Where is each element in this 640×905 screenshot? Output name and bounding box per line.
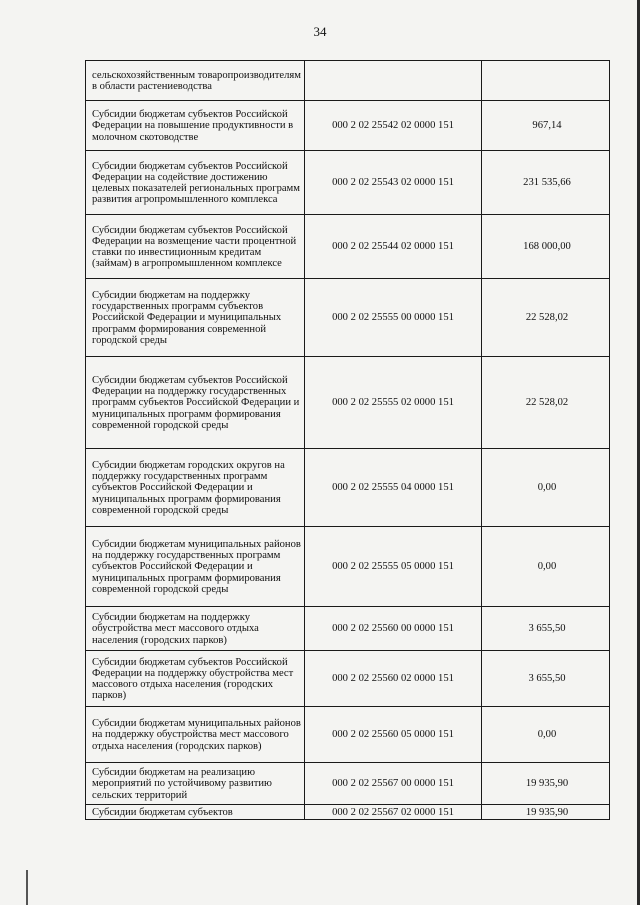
row-name: Субсидии бюджетам субъектов Российской Федерации на повышение продуктивности в молочном скотоводстве (86, 101, 305, 151)
budget-table (85, 60, 610, 820)
table-row (86, 449, 610, 527)
row-sum: 22 528,02 (482, 279, 610, 357)
table-row (86, 805, 610, 820)
row-name: Субсидии бюджетам городских округов на поддержку государственных программ субъектов Российской Федерации и муниципальных программ формирования современной городской среды (86, 449, 305, 527)
table-row (86, 707, 610, 763)
row-code (305, 61, 482, 101)
row-name: Субсидии бюджетам на реализацию мероприятий по устойчивому развитию сельских территорий (86, 763, 305, 805)
row-code: 000 2 02 25555 02 0000 151 (305, 357, 482, 449)
row-sum: 19 935,90 (482, 763, 610, 805)
row-code: 000 2 02 25555 00 0000 151 (305, 279, 482, 357)
row-code: 000 2 02 25544 02 0000 151 (305, 215, 482, 279)
table-row (86, 651, 610, 707)
table-row (86, 215, 610, 279)
row-sum: 3 655,50 (482, 651, 610, 707)
row-name: Субсидии бюджетам субъектов Российской Федерации на поддержку обустройства мест массового отдыха населения (городских парков) (86, 651, 305, 707)
row-name: Субсидии бюджетам субъектов Российской Федерации на возмещение части процентной ставки по инвестиционным кредитам (займам) в агропромышленном комплексе (86, 215, 305, 279)
scan-edge-mark (26, 870, 28, 905)
row-name: Субсидии бюджетам муниципальных районов на поддержку обустройства мест массового отдыха населения (городских парков) (86, 707, 305, 763)
row-sum: 19 935,90 (482, 805, 610, 820)
row-code: 000 2 02 25560 02 0000 151 (305, 651, 482, 707)
row-name: Субсидии бюджетам субъектов Российской Федерации на содействие достижению целевых показателей региональных программ развития агропромышленного комплекса (86, 151, 305, 215)
table-row (86, 607, 610, 651)
row-sum: 967,14 (482, 101, 610, 151)
row-code: 000 2 02 25560 00 0000 151 (305, 607, 482, 651)
table-row (86, 151, 610, 215)
row-sum: 0,00 (482, 707, 610, 763)
row-sum: 0,00 (482, 527, 610, 607)
table-row (86, 763, 610, 805)
row-code: 000 2 02 25560 05 0000 151 (305, 707, 482, 763)
row-sum: 22 528,02 (482, 357, 610, 449)
row-sum (482, 61, 610, 101)
table-row (86, 279, 610, 357)
row-name: Субсидии бюджетам на поддержку обустройства мест массового отдыха населения (городских парков) (86, 607, 305, 651)
table-row (86, 61, 610, 101)
row-sum: 0,00 (482, 449, 610, 527)
page-number: 34 (313, 24, 327, 39)
row-code: 000 2 02 25543 02 0000 151 (305, 151, 482, 215)
table-row (86, 357, 610, 449)
row-code: 000 2 02 25567 02 0000 151 (305, 805, 482, 820)
table-row (86, 527, 610, 607)
row-code: 000 2 02 25542 02 0000 151 (305, 101, 482, 151)
row-code: 000 2 02 25567 00 0000 151 (305, 763, 482, 805)
row-name: Субсидии бюджетам на поддержку государственных программ субъектов Российской Федерации и муниципальных программ формирования современной городской среды (86, 279, 305, 357)
row-sum: 231 535,66 (482, 151, 610, 215)
row-code: 000 2 02 25555 04 0000 151 (305, 449, 482, 527)
row-name: Субсидии бюджетам муниципальных районов на поддержку государственных программ субъектов Российской Федерации и муниципальных программ формирования современной городской среды (86, 527, 305, 607)
row-name: Субсидии бюджетам субъектов Российской Федерации на поддержку государственных программ субъектов Российской Федерации и муниципальных программ формирования современной городской среды (86, 357, 305, 449)
table-row (86, 101, 610, 151)
row-sum: 168 000,00 (482, 215, 610, 279)
row-name: сельскохозяйственным товаропроизводителям в области растениеводства (86, 61, 305, 101)
row-code: 000 2 02 25555 05 0000 151 (305, 527, 482, 607)
row-sum: 3 655,50 (482, 607, 610, 651)
row-name: Субсидии бюджетам субъектов (86, 805, 305, 820)
